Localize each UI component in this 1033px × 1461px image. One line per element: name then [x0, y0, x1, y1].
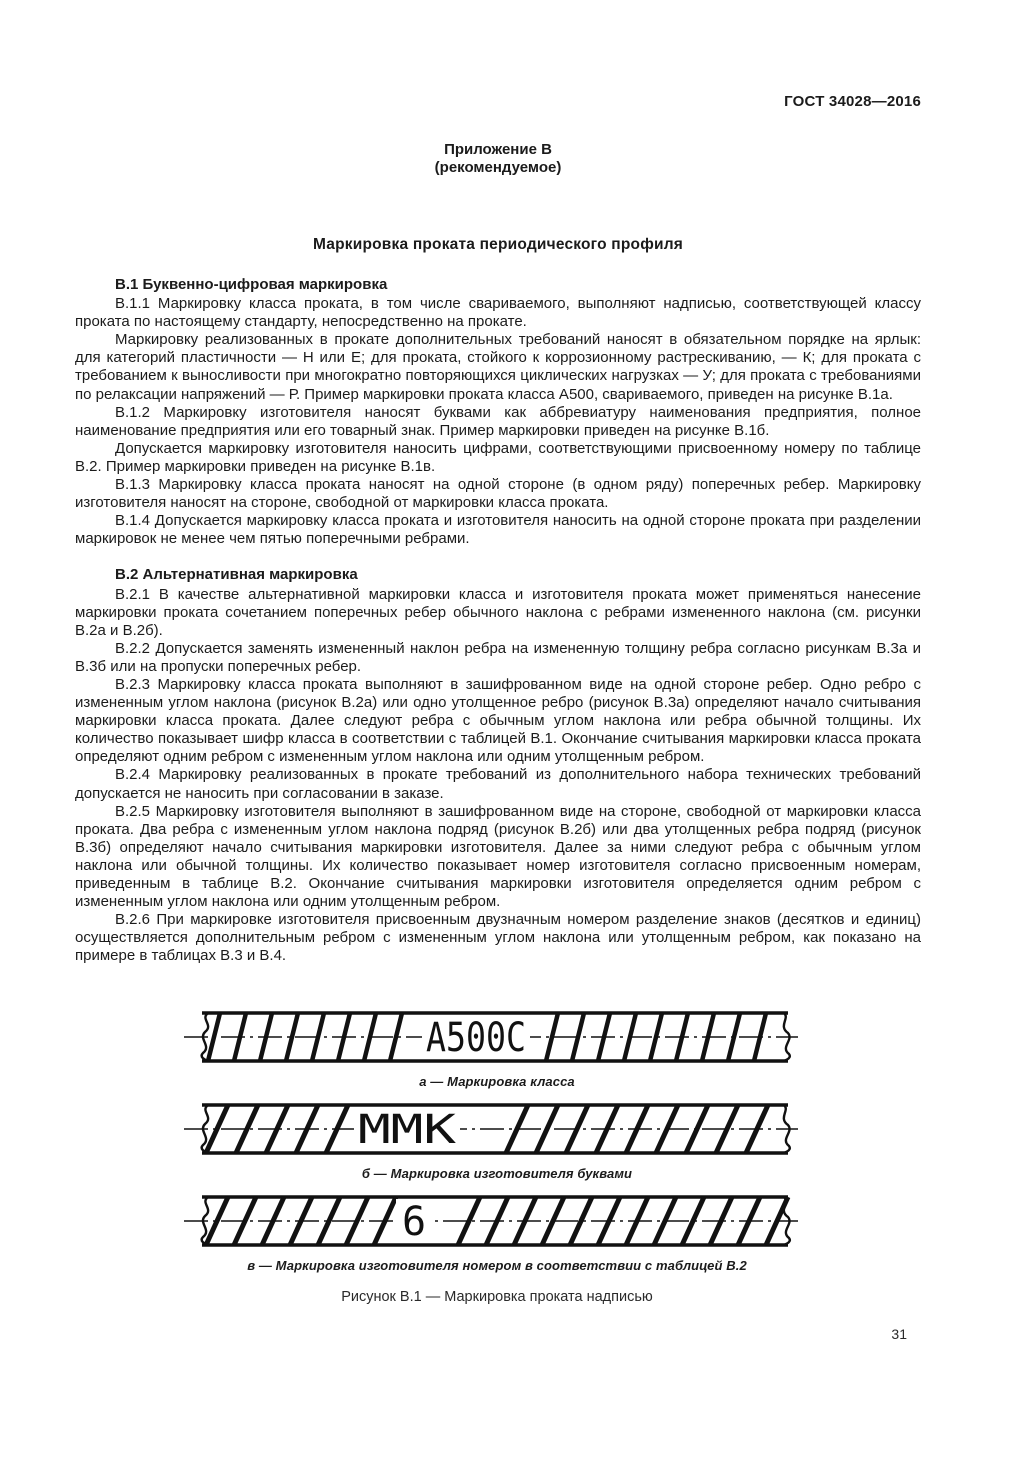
section-heading-b2: В.2 Альтернативная маркировка — [115, 566, 358, 584]
paragraph-b2-2: В.2.2 Допускается заменять измененный наклон ребра на измененную толщину ребра согласно рисункам В.3а и В.3б или на пропуски поперечных ребер. — [75, 639, 921, 675]
rebar-class-label: А500С — [426, 1015, 526, 1061]
paragraph-b2-4: В.2.4 Маркировку реализованных в прокате требований из дополнительного набора технических требований допускается не наносить при согласовании в заказе. — [75, 766, 921, 802]
appendix-label: Приложение В — [444, 141, 552, 158]
figure-b1 — [182, 1006, 812, 1305]
paragraph-b1-2: В.1.2 Маркировку изготовителя наносят буквами как аббревиатуру наименования предприятия, полное наименование предприятия или его товарный знак. Пример маркировки приведен на рисунке В.1б. — [75, 403, 921, 439]
appendix-type: (рекомендуемое) — [434, 159, 562, 176]
rebar-drawing-c — [182, 1190, 812, 1252]
page-number: 31 — [891, 1326, 907, 1342]
body-text — [75, 276, 921, 965]
rebar-manufacturer-letters-label: ММК — [358, 1107, 456, 1153]
document-title: Маркировка проката периодического профиля — [313, 236, 683, 253]
rebar-drawing-a — [182, 1006, 812, 1068]
rebar-manufacturer-number-label: 6 — [402, 1199, 427, 1245]
paragraph-b1-2b: Допускается маркировку изготовителя наносить цифрами, соответствующими присвоенному номеру по таблице В.2. Пример маркировки приведен на рисунке В.1в. — [75, 439, 921, 475]
rebar-drawing-b — [182, 1098, 812, 1160]
paragraph-b2-1: В.2.1 В качестве альтернативной маркировки класса и изготовителя проката может применяться нанесение маркировки проката сочетанием поперечных ребер обычного наклона с ребрами измененного наклона (см. рисунки В.2а и В.2б). — [75, 585, 921, 639]
paragraph-b2-6: В.2.6 При маркировке изготовителя присвоенным двузначным номером разделение знаков (десятков и единиц) осуществляется дополнительным ребром с измененным углом наклона или утолщенным ребром, как показано на примере в таблицах В.3 и В.4. — [75, 911, 921, 965]
figure-caption-b: б — Маркировка изготовителя буквами — [361, 1166, 633, 1181]
standard-designation: ГОСТ 34028—2016 — [784, 93, 921, 110]
figure-main-caption: Рисунок В.1 — Маркировка проката надписью — [341, 1289, 653, 1305]
paragraph-b2-3: В.2.3 Маркировку класса проката выполняют в зашифрованном виде на одной стороне ребер. Одно ребро с измененным углом наклона (рисунок В.2а) или одно утолщенное ребро (рисунок В.3а) определяют начало считывания маркировки класса проката. Далее следуют ребра с обычным углом наклона или ребра обычной толщины. Их количество показывает шифр класса в соответствии с таблицей В.1. Окончание считывания маркировки класса проката определяют одним ребром с измененным углом наклона или одним утолщенным ребром. — [75, 675, 921, 766]
appendix-block — [75, 141, 921, 177]
rebar-figure-c — [182, 1190, 812, 1252]
rebar-figure-a — [182, 1006, 812, 1068]
paragraph-b1-1: В.1.1 Маркировку класса проката, в том числе свариваемого, выполняют надписью, соответствующей классу проката по настоящему стандарту, непосредственно на прокате. — [75, 295, 921, 331]
paragraph-b1-1b: Маркировку реализованных в прокате дополнительных требований наносят в обязательном порядке на ярлык: для категорий пластичности — Н или Е; для проката, стойкого к коррозионному растрескиванию, — К; для проката с требованием к выносливости при многократно повторяющихся циклических нагрузках — У; для проката с требованиями по релаксации напряжений — Р. Пример маркировки проката класса А500, свариваемого, приведен на рисунке В.1а. — [75, 331, 921, 403]
rebar-figure-b — [182, 1098, 812, 1160]
paragraph-b2-5: В.2.5 Маркировку изготовителя выполняют в зашифрованном виде на стороне, свободной от маркировки класса проката. Два ребра с измененным углом наклона подряд (рисунок В.2б) или два утолщенных ребра подряд (рисунок В.3б) определяют начало считывания маркировки изготовителя. Далее за ними следуют ребра с обычным углом наклона или обычной толщины. Их количество показывает номер изготовителя согласно присвоенным номерам, приведенным в таблице В.2. Окончание считывания маркировки изготовителя определяется одним ребром с измененным углом наклона или одним утолщенным ребром. — [75, 802, 921, 911]
paragraph-b1-3: В.1.3 Маркировку класса проката наносят на одной стороне (в одном ряду) поперечных ребер. Маркировку изготовителя наносят на стороне, свободной от маркировки класса проката. — [75, 476, 921, 512]
figure-caption-c: в — Маркировка изготовителя номером в соответствии с таблицей В.2 — [247, 1258, 747, 1273]
section-heading-b1: В.1 Буквенно-цифровая маркировка — [115, 276, 388, 293]
figure-caption-a: а — Маркировка класса — [419, 1074, 575, 1089]
paragraph-b1-4: В.1.4 Допускается маркировку класса проката и изготовителя наносить на одной стороне проката при разделении маркировок не менее чем пятью поперечными ребрами. — [75, 512, 921, 548]
